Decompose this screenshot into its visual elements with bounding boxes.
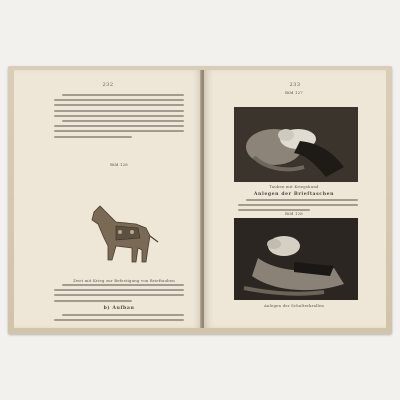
left-page [14,70,202,328]
section-heading-right: Anlegen der Brieftaschen [253,192,335,197]
figure1-label: Bild 127 [285,90,303,95]
right-page [204,70,386,328]
photo-attaching-shoulder-clips [234,218,358,300]
photo-hands-with-pigeon [234,107,358,182]
text-block-bottom-left [54,314,184,324]
text-block-middle-left [54,284,184,305]
text-block-top-left [54,94,184,141]
figure1-caption: Tauben mit Kriegshund [269,184,319,189]
dog-illustration [86,202,160,274]
figure-label-left: Bild 126 [110,162,128,167]
open-book [8,66,392,334]
figure2-label: Bild 128 [285,211,303,216]
figure-caption-left: Zwei mit Krieg zur Befestigung von Brieftauben [73,278,175,283]
section-heading-left: b) Aufbau [103,306,135,311]
page-number-left: 232 [102,82,114,88]
figure2-caption: Anlegen der Schulterkrallen [264,303,324,308]
page-number-right: 233 [289,82,301,88]
